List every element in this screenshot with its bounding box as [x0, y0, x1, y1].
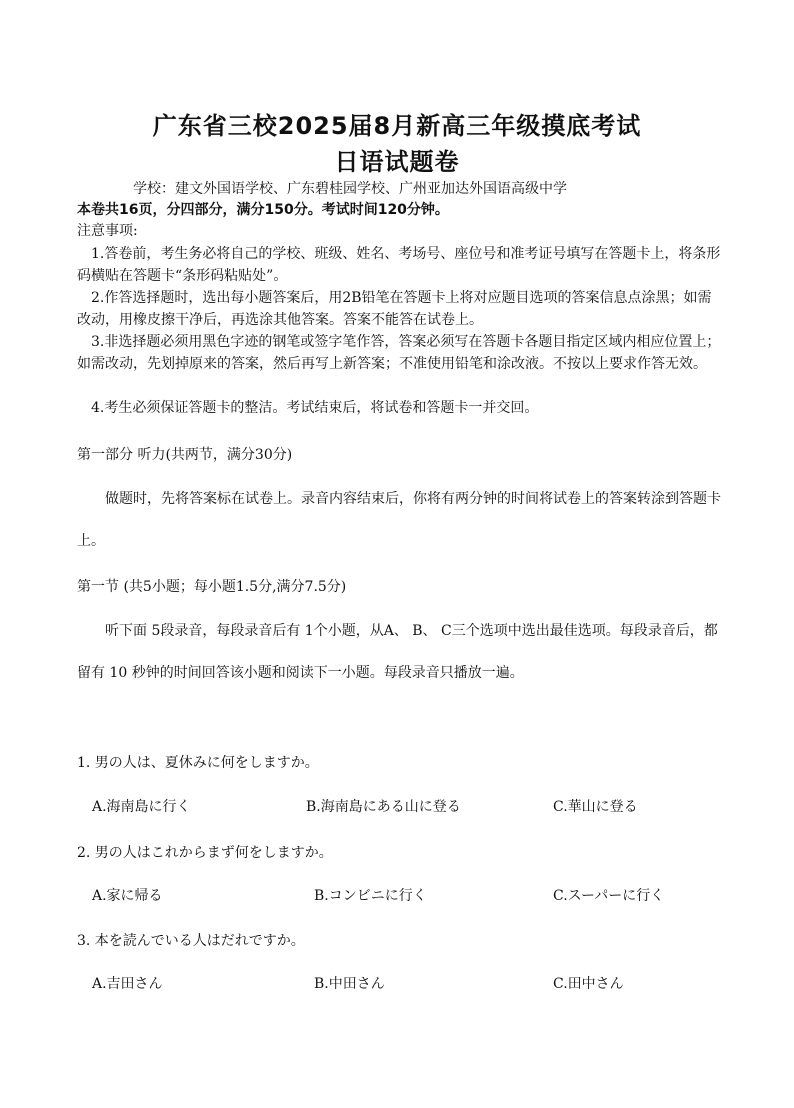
section1-heading: 第一节 (共5小题；每小题1.5分,满分7.5分)	[77, 579, 347, 595]
question-option: C.田中さん	[553, 976, 624, 992]
note-item: 3.非选择题必须用黑色字迹的钢笔或签字笔作答，答案必须写在答题卡各题目指定区域内相应位置上；如需改动，先划掉原来的答案，然后再写上新答案；不准使用铅笔和涂改液。不按以上要求作答无效。	[77, 334, 721, 372]
question-stem: 3. 本を読んでいる人はだれですか。	[77, 933, 305, 949]
note-item: 2.作答选择题时，选出每小题答案后，用2B铅笔在答题卡上将对应题目选项的答案信息点涂黑；如需改动，用橡皮擦干净后，再选涂其他答案。答案不能答在试卷上。	[77, 290, 712, 328]
exam-info: 本卷共16页，分四部分，满分150分。考试时间120分钟。	[77, 202, 449, 218]
question-stem: 2. 男の人はこれからまず何をしますか。	[77, 845, 333, 861]
part1-heading: 第一部分 听力(共两节，满分30分)	[77, 447, 293, 463]
exam-title: 广东省三校2025届8月新高三年级摸底考试	[152, 112, 642, 140]
question-option: C.スーパーに行く	[553, 888, 665, 904]
exam-subtitle: 日语试题卷	[334, 148, 460, 176]
note-item: 1.答卷前，考生务必将自己的学校、班级、姓名、考场号、座位号和准考证号填写在答题卡上，将条形码横贴在答题卡“条形码粘贴处”。	[77, 246, 721, 284]
question-option: B.中田さん	[314, 976, 385, 992]
notes-title: 注意事项:	[77, 223, 138, 239]
question-option: B.コンビニに行く	[314, 888, 427, 904]
section1-instruction: 听下面 5段录音，每段录音后有 1个小题，从A、 B、 C三个选项中选出最佳选项。每段录音后，都留有 10 秒钟的时间回答该小题和阅读下一小题。每段录音只播放一遍。	[77, 623, 718, 681]
question-option: C.華山に登る	[553, 799, 638, 815]
question-stem: 1. 男の人は、夏休みに何をしますか。	[77, 755, 319, 771]
question-option: A.家に帰る	[92, 888, 163, 904]
question-option: B.海南島にある山に登る	[306, 799, 461, 815]
question-option: A.海南島に行く	[92, 799, 191, 815]
note-item: 4.考生必须保证答题卡的整洁。考试结束后，将试卷和答题卡一并交回。	[91, 400, 539, 416]
part1-instruction: 做题时，先将答案标在试卷上。录音内容结束后，你将有两分钟的时间将试卷上的答案转涂到答题卡上。	[77, 491, 721, 549]
schools-line: 学校：建文外国语学校、广东碧桂园学校、广州亚加达外国语高级中学	[133, 181, 567, 197]
question-option: A.吉田さん	[92, 976, 163, 992]
